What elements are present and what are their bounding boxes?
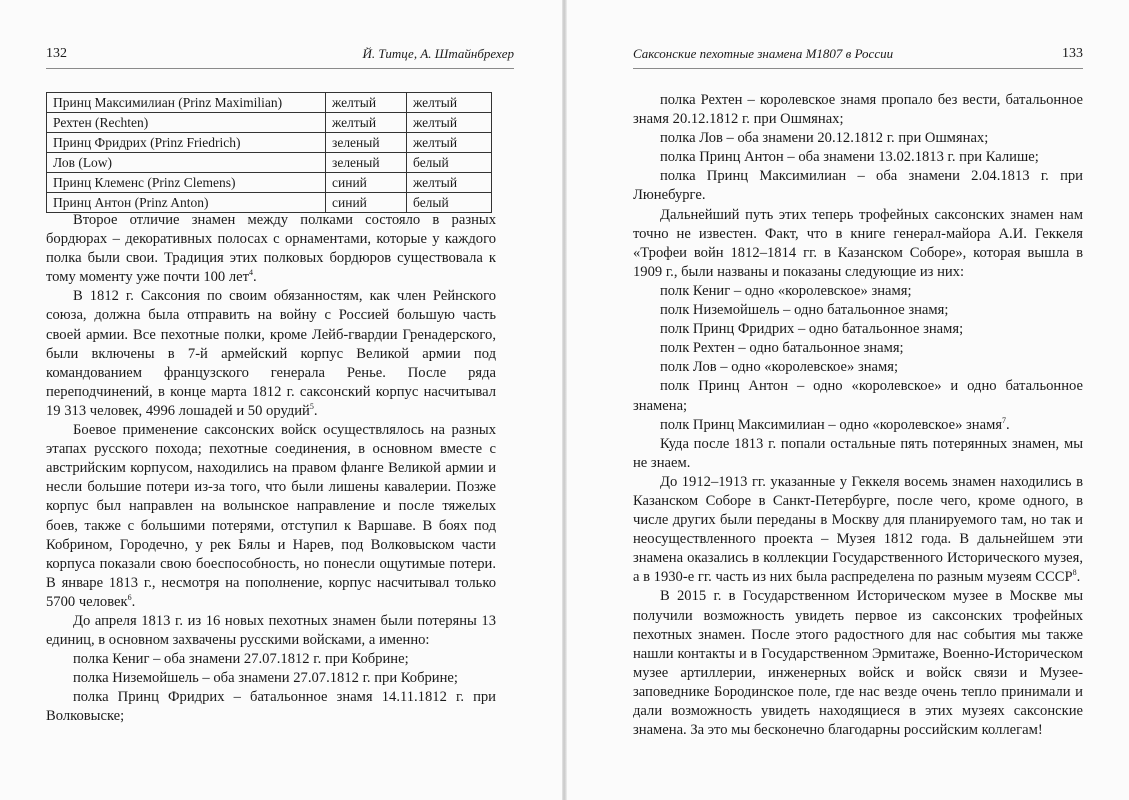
border-color-cell: желтый bbox=[407, 113, 492, 133]
paragraph bbox=[633, 91, 1083, 129]
left-page-header bbox=[46, 44, 514, 66]
flag-color-cell: желтый bbox=[326, 113, 407, 133]
footnote-marker: 5 bbox=[309, 402, 314, 412]
paragraph bbox=[633, 148, 1083, 167]
table-row bbox=[47, 93, 492, 113]
regiment-name-cell: Принц Максимилиан (Prinz Maximilian) bbox=[47, 93, 326, 113]
paragraph-text: полк Рехтен – одно батальонное знамя; bbox=[660, 340, 904, 357]
book-gutter bbox=[562, 0, 567, 800]
left-page-body bbox=[46, 211, 496, 727]
paragraph-text: полка Принц Фридрих – батальонное знамя 14.11.1812 г. при Волковыске; bbox=[46, 689, 496, 725]
paragraph-end-punctuation: . bbox=[1006, 416, 1010, 433]
left-page-number: 132 bbox=[46, 46, 67, 61]
paragraph bbox=[633, 473, 1083, 588]
right-running-head: Саксонские пехотные знамена M1807 в России bbox=[633, 46, 894, 61]
paragraph bbox=[633, 129, 1083, 148]
paragraph-text: полк Лов – одно «королевское» знамя; bbox=[660, 359, 898, 376]
paragraph bbox=[633, 320, 1083, 339]
paragraph bbox=[633, 377, 1083, 415]
paragraph-text: Боевое применение саксонских войск осуществлялось на разных этапах русского похода; пехотные соединения, в основном вместе с австрийским корпусом, находились на правом фланге Великой армии и несли большие потери из-за того, что были лишены кавалерии. Позже корпус был направлен на волынское направление и после тяжелых боев, также с большими потерями, отступил к Варшаве. В боях под Кобрином, Городечно, у рек Бялы и Нарев, под Волковыском части корпуса показали свою боеспособность, но понесли ощутимые потери. В январе 1813 г., несмотря на пополнение, корпус насчитывал только 5700 человек bbox=[46, 422, 496, 610]
paragraph-text: До 1912–1913 гг. указанные у Геккеля восемь знамен находились в Казанском Соборе в Санкт-Петербурге, после чего, кроме одного, в числе других были переданы в Москву для планируемого там, но так и неосуществленного проекта – Музея 1812 года. В дальнейшем эти знамена оказались в коллекции Государственного Исторического музея, а в 1930-е гг. часть из них была распределена по разным музеям СССР bbox=[633, 473, 1083, 586]
table-row bbox=[47, 133, 492, 153]
paragraph bbox=[633, 416, 1083, 435]
border-color-cell: желтый bbox=[407, 133, 492, 153]
flag-color-cell: синий bbox=[326, 193, 407, 213]
paragraph bbox=[46, 211, 496, 287]
paragraph bbox=[633, 282, 1083, 301]
paragraph-text: Второе отличие знамен между полками состояло в разных бордюрах – декоративных полосах с орнаментами, которые у каждого полка были свои. Традиция этих полковых бордюров существовала к тому моменту уже почти 100 лет bbox=[46, 212, 496, 286]
border-color-cell: белый bbox=[407, 153, 492, 173]
paragraph bbox=[633, 301, 1083, 320]
paragraph-text: полк Принц Фридрих – одно батальонное знамя; bbox=[660, 321, 964, 338]
paragraph bbox=[633, 167, 1083, 205]
border-color-cell: желтый bbox=[407, 93, 492, 113]
regiment-name-cell: Рехтен (Rechten) bbox=[47, 113, 326, 133]
regiment-name-cell: Лов (Low) bbox=[47, 153, 326, 173]
table-row bbox=[47, 193, 492, 213]
regiment-name-cell: Принц Антон (Prinz Anton) bbox=[47, 193, 326, 213]
paragraph-end-punctuation: . bbox=[1076, 569, 1081, 586]
paragraph-text: Куда после 1813 г. попали остальные пять потерянных знамен, мы не знаем. bbox=[633, 435, 1083, 471]
paragraph-text: полк Принц Максимилиан – одно «королевское» знамя bbox=[660, 416, 1003, 433]
paragraph bbox=[633, 358, 1083, 377]
paragraph-text: полк Кениг – одно «королевское» знамя; bbox=[660, 282, 912, 299]
flag-color-cell: синий bbox=[326, 173, 407, 193]
regiment-name-cell: Принц Клеменс (Prinz Clemens) bbox=[47, 173, 326, 193]
footnote-marker: 6 bbox=[127, 593, 132, 603]
paragraph bbox=[46, 669, 496, 688]
paragraph-end-punctuation: . bbox=[131, 593, 136, 610]
right-page-number: 133 bbox=[1062, 46, 1083, 61]
paragraph-text: полка Рехтен – королевское знамя пропало без вести, батальонное знамя 20.12.1812 г. при Ошмянах; bbox=[633, 92, 1083, 128]
flag-color-cell: зеленый bbox=[326, 133, 407, 153]
paragraph-text: До апреля 1813 г. из 16 новых пехотных знамен были потеряны 13 единиц, в основном захвачены русскими войсками, а именно: bbox=[46, 612, 496, 649]
paragraph bbox=[633, 206, 1083, 282]
paragraph bbox=[46, 421, 496, 612]
paragraph bbox=[633, 587, 1083, 740]
regiment-flag-color-table bbox=[46, 92, 492, 213]
paragraph-text: полка Кениг – оба знамени 27.07.1812 г. при Кобрине; bbox=[73, 651, 409, 668]
paragraph-text: полк Низемойшель – одно батальонное знамя; bbox=[660, 302, 949, 319]
paragraph-text: полк Принц Антон – одно «королевское» и одно батальонное знамена; bbox=[633, 378, 1083, 414]
paragraph-text: В 1812 г. Саксония по своим обязанностям, как член Рейнского союза, должна была отправить на войну с Россией большую часть своей армии. Все пехотные полки, кроме Лейб-гвардии Гренадерского, были включены в 7-й армейский корпус Великой армии под командованием французского генерала Ренье. После ряда переподчинений, в конце марта 1812 г. саксонский корпус насчитывал 19 313 человек, 4996 лошадей и 50 орудий bbox=[46, 288, 496, 419]
flag-color-cell: желтый bbox=[326, 93, 407, 113]
footnote-marker: 4 bbox=[249, 268, 253, 278]
border-color-cell: желтый bbox=[407, 173, 492, 193]
paragraph bbox=[46, 287, 496, 421]
paragraph bbox=[46, 650, 496, 669]
footnote-marker: 7 bbox=[1002, 415, 1007, 425]
right-header-rule bbox=[633, 68, 1083, 69]
left-header-rule bbox=[46, 68, 514, 69]
paragraph-text: полка Принц Максимилиан – оба знамени 2.04.1813 г. при Люнебурге. bbox=[633, 168, 1083, 204]
paragraph bbox=[46, 688, 496, 726]
paragraph bbox=[633, 435, 1083, 473]
paragraph-text: полка Низемойшель – оба знамени 27.07.1812 г. при Кобрине; bbox=[73, 670, 458, 687]
right-page-body bbox=[633, 91, 1083, 740]
table-row bbox=[47, 113, 492, 133]
right-page-header bbox=[633, 44, 1083, 66]
paragraph-end-punctuation: . bbox=[253, 269, 257, 286]
paragraph bbox=[633, 339, 1083, 358]
table-row bbox=[47, 153, 492, 173]
table-row bbox=[47, 173, 492, 193]
paragraph-text: В 2015 г. в Государственном Историческом музее в Москве мы получили возможность увидеть первое из саксонских трофейных пехотных знамен. После этого радостного для нас события мы также нашли контакты и в Государственном Эрмитаже, Военно-Историческом музее артиллерии, инженерных войск и войск связи и Музее-заповеднике Бородинское поле, где нас везде очень тепло принимали и дали возможность увидеть находящиеся в этих музеях саксонские знамена. За это мы бесконечно благодарны российским коллегам! bbox=[633, 588, 1083, 739]
regiment-name-cell: Принц Фридрих (Prinz Friedrich) bbox=[47, 133, 326, 153]
paragraph-text: полка Принц Антон – оба знамени 13.02.1813 г. при Калише; bbox=[660, 149, 1039, 166]
paragraph bbox=[46, 612, 496, 650]
left-running-head: Й. Титце, А. Штайнбрехер bbox=[362, 46, 514, 61]
flag-color-cell: зеленый bbox=[326, 153, 407, 173]
paragraph-text: Дальнейший путь этих теперь трофейных саксонских знамен нам точно не известен. Факт, что в книге генерал-майора А.И. Геккеля «Трофеи войн 1812–1814 гг. в Казанском Соборе», которая вышла в 1909 г., были названы и показаны следующие из них: bbox=[633, 206, 1083, 280]
footnote-marker: 8 bbox=[1072, 568, 1077, 578]
paragraph-end-punctuation: . bbox=[313, 402, 318, 419]
border-color-cell: белый bbox=[407, 193, 492, 213]
paragraph-text: полка Лов – оба знамени 20.12.1812 г. при Ошмянах; bbox=[660, 130, 989, 147]
